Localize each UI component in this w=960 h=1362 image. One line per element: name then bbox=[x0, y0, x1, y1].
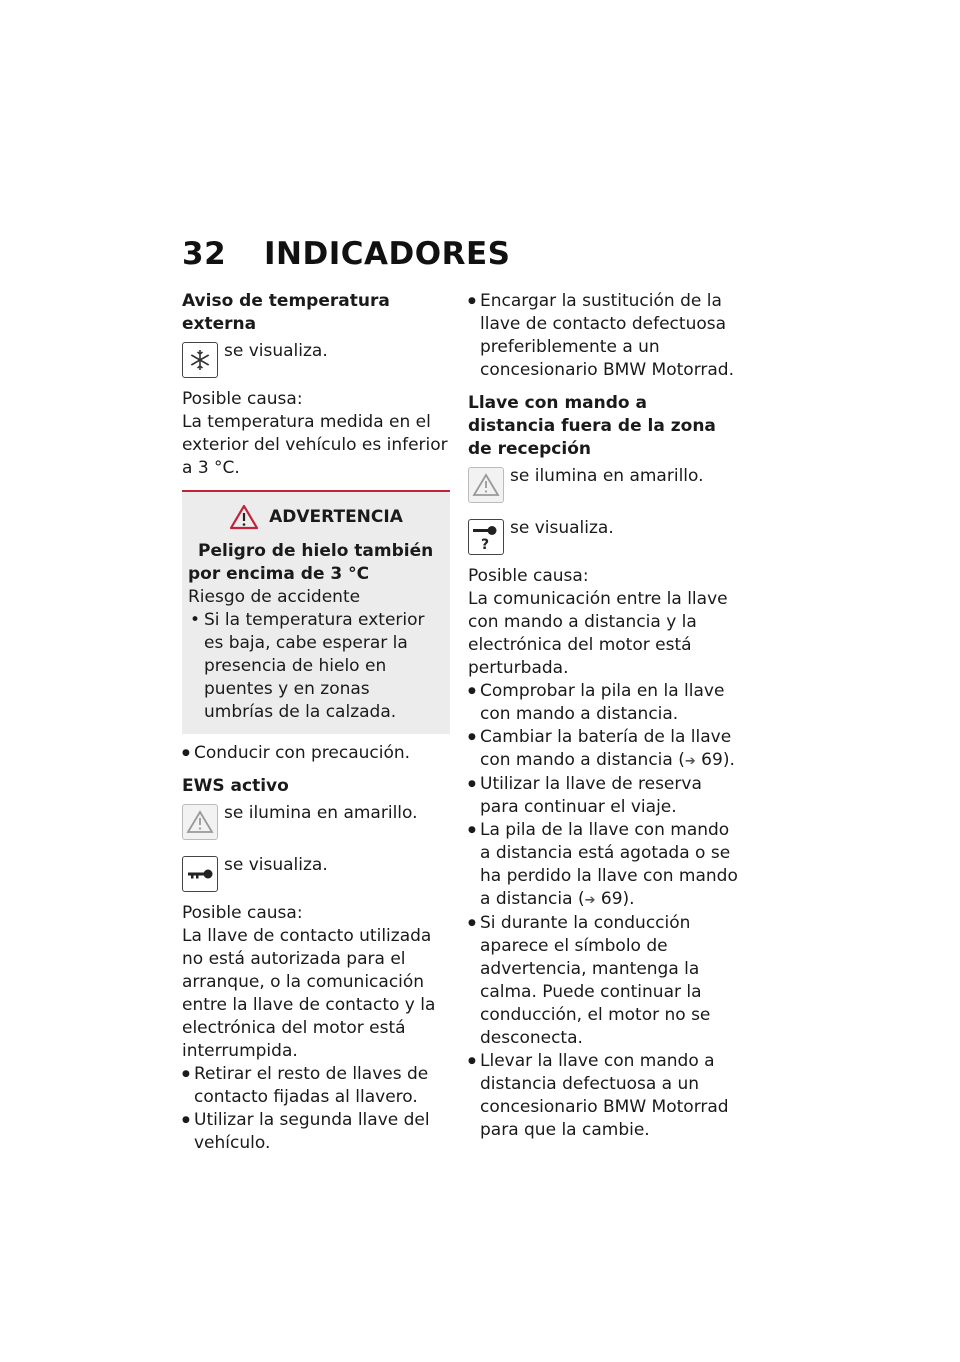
indicator-text: se ilumina en amarillo. bbox=[224, 803, 418, 823]
section-heading-ews: EWS activo bbox=[182, 776, 289, 796]
indicator-text: se visualiza. bbox=[224, 855, 328, 875]
cause-label: Posible causa: bbox=[468, 566, 589, 586]
page-ref-arrow-icon: ➔ bbox=[684, 754, 696, 769]
cause-label: Posible causa: bbox=[182, 903, 303, 923]
right-column bbox=[468, 290, 740, 1142]
cause-text: La comunicación entre la llave con mando a distancia y la electrónica del motor está perturbada. bbox=[468, 589, 728, 678]
warning-triangle-icon bbox=[229, 504, 259, 530]
indicator-row bbox=[182, 802, 450, 840]
indicator-row bbox=[468, 465, 740, 503]
page-ref-link[interactable]: 69 bbox=[701, 750, 723, 770]
indicator-row bbox=[182, 340, 450, 378]
list-item: ● Comprobar la pila en la llave con mando a distancia. bbox=[468, 680, 740, 726]
warning-header bbox=[188, 504, 444, 530]
list-item: ● Retirar el resto de llaves de contacto fijadas al llavero. bbox=[182, 1063, 450, 1109]
page-header bbox=[182, 236, 510, 272]
page-title: INDICADORES bbox=[264, 236, 511, 272]
indicator-row bbox=[468, 517, 740, 555]
list-item: ● La pila de la llave con mando a distancia está agotada o se ha perdido la llave con mando a distancia (➔ 69). bbox=[468, 819, 740, 912]
general-warning-light-icon bbox=[468, 467, 504, 503]
indicator-text: se visualiza. bbox=[510, 518, 614, 538]
page-number: 32 bbox=[182, 236, 227, 272]
left-column bbox=[182, 290, 450, 1155]
warning-title: Peligro de hielo también por encima de 3 °C bbox=[188, 541, 434, 584]
general-warning-light-icon bbox=[182, 804, 218, 840]
list-item: ● Utilizar la segunda llave del vehículo. bbox=[182, 1109, 450, 1155]
indicator-text: se ilumina en amarillo. bbox=[510, 466, 704, 486]
cause-text: La llave de contacto utilizada no está autorizada para el arranque, o la comunicación entre la llave de contacto y la electrónica del motor está interrumpida. bbox=[182, 926, 436, 1061]
key-question-icon bbox=[468, 519, 504, 555]
list-item: ● Llevar la llave con mando a distancia defectuosa a un concesionario BMW Motorrad para que la cambie. bbox=[468, 1050, 740, 1142]
list-item: ● Utilizar la llave de reserva para continuar el viaje. bbox=[468, 773, 740, 819]
warning-subtitle: Riesgo de accidente bbox=[188, 587, 361, 607]
warning-label: ADVERTENCIA bbox=[269, 506, 403, 527]
page-ref-link[interactable]: 69 bbox=[600, 889, 623, 909]
cause-label: Posible causa: bbox=[182, 389, 303, 409]
list-item: ● Encargar la sustitución de la llave de contacto defectuosa preferiblemente a un concesionario BMW Motorrad. bbox=[468, 290, 740, 382]
indicator-row bbox=[182, 854, 450, 892]
list-item: ● Cambiar la batería de la llave con mando a distancia (➔ 69). bbox=[468, 726, 740, 773]
warning-bullet: • Si la temperatura exterior es baja, cabe esperar la presencia de hielo en puentes y en zonas umbrías de la calzada. bbox=[188, 609, 444, 724]
key-icon bbox=[182, 856, 218, 892]
section-heading-outside-temp: Aviso de temperatura externa bbox=[182, 291, 390, 334]
snowflake-icon bbox=[182, 342, 218, 378]
warning-box bbox=[182, 490, 450, 734]
section-heading-remote-key: Llave con mando a distancia fuera de la zona de recepción bbox=[468, 393, 716, 459]
svg-text:?: ? bbox=[481, 537, 490, 552]
cause-text: La temperatura medida en el exterior del vehículo es inferior a 3 °C. bbox=[182, 412, 448, 478]
list-item: ● Conducir con precaución. bbox=[182, 742, 450, 765]
page-ref-arrow-icon: ➔ bbox=[584, 893, 596, 908]
list-item: ● Si durante la conducción aparece el símbolo de advertencia, mantenga la calma. Puede continuar la conducción, el motor no se desconecta. bbox=[468, 912, 740, 1050]
indicator-text: se visualiza. bbox=[224, 341, 328, 361]
